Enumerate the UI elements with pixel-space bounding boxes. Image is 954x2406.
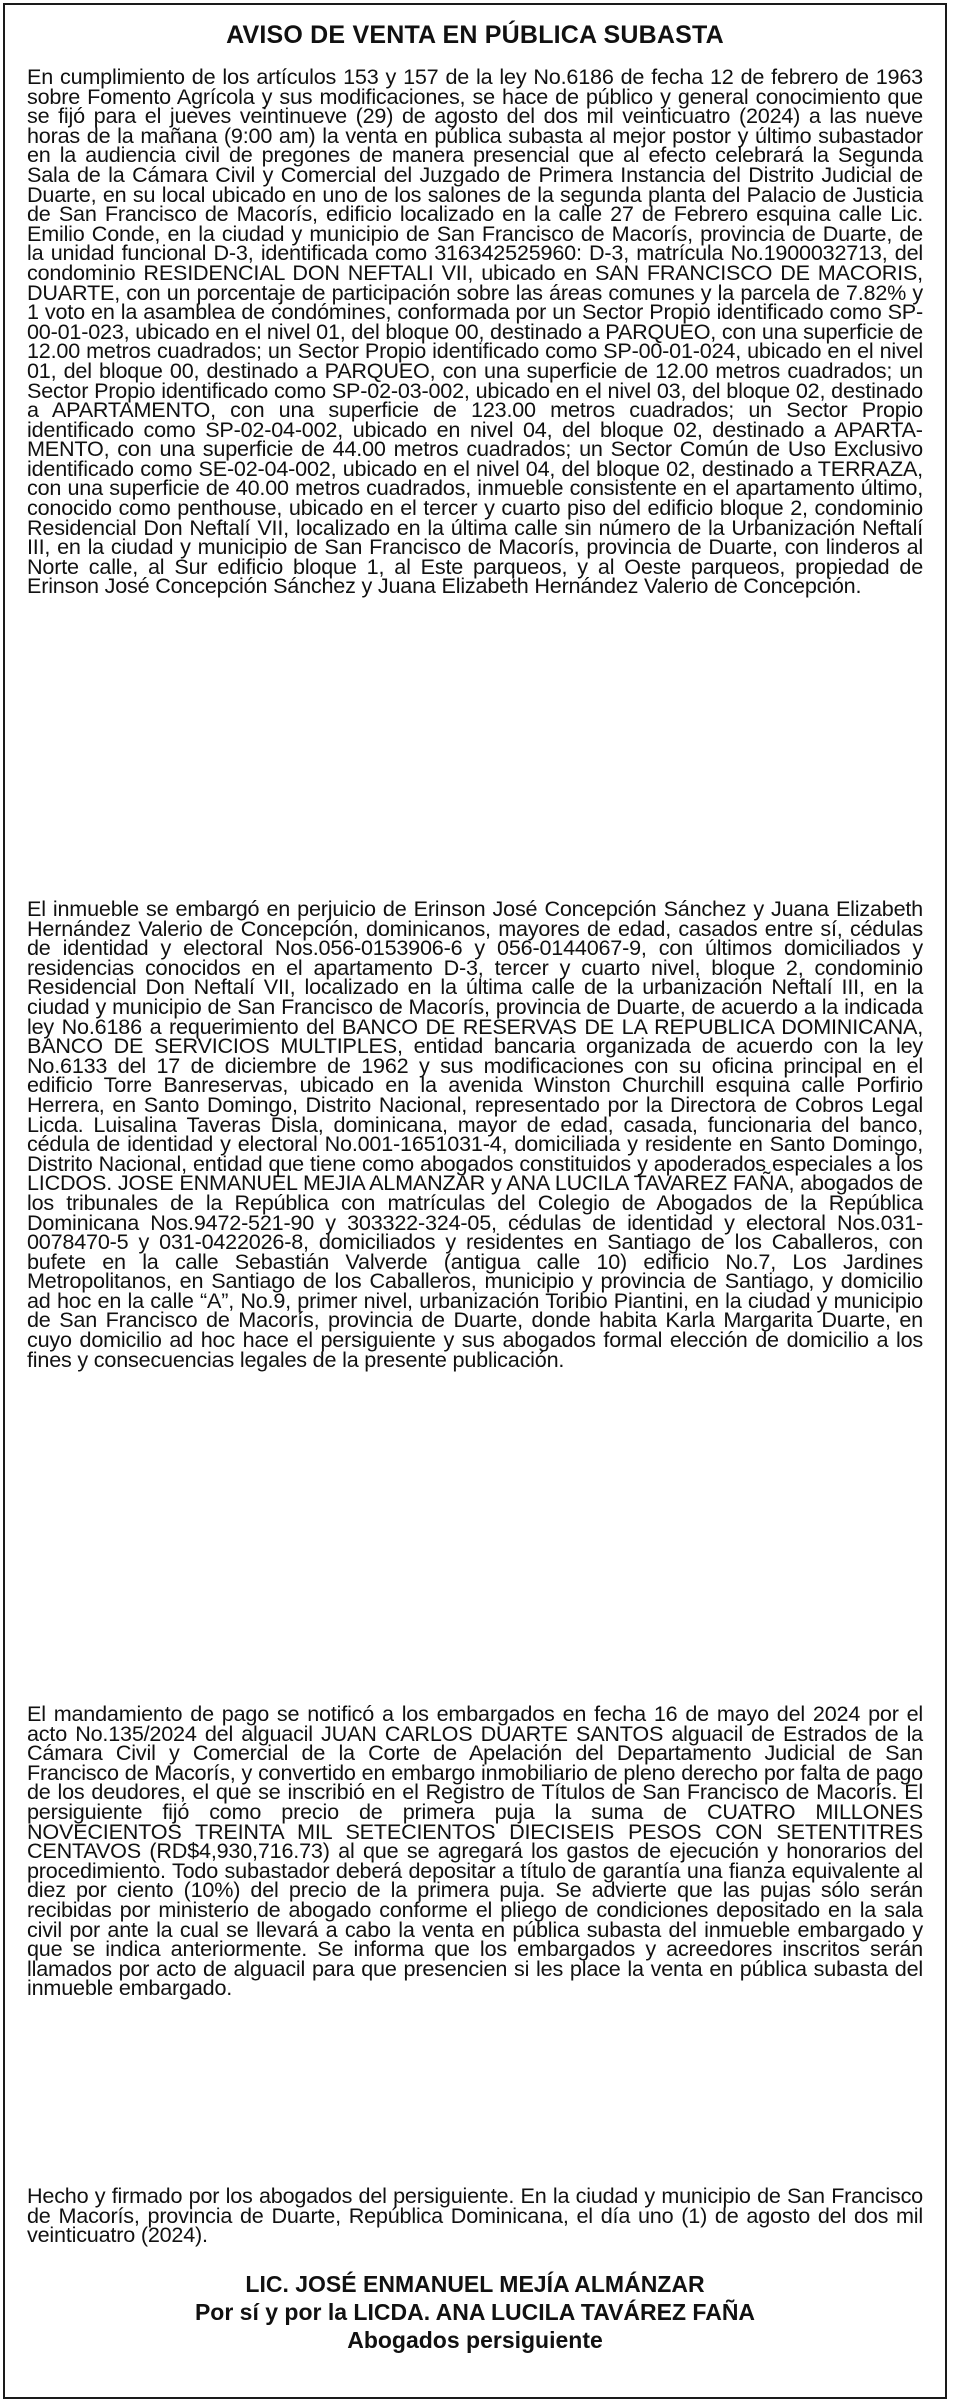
signature-role: Abogados persiguiente	[347, 2327, 603, 2353]
notice-paragraph-payment-order: El mandamiento de pago se notificó a los embargados en fecha 16 de mayo del 2024 por el acto No.135/2024 del alguacil JUAN CARLOS DUARTE SANTOS alguacil de Estrados de la Cámara Civil y Comercial de la Corte de Apelación del Departamento Judicial de San Francisco de Macorís, y convertido en embargo inmobiliario de pleno derecho por falta de pago de los deudores, el que se inscribió en el Registro de Títulos de San Francisco de Macorís. El persiguiente fijó como precio de primera puja la suma de CUATRO MILLONES NOVECIENTOS TREINTA MIL SETECIENTOS DIECISEIS PESOS CON SETENTITRES CENTAVOS (RD$4,930,716.73) al que se agregará los gastos de ejecución y honorarios del procedimiento. Todo subastador deberá depositar a título de garantía una fianza equivalente al diez por ciento (10%) del precio de la primera puja. Se advierte que las pujas sólo serán recibidas por ministerio de abogado conforme el pliego de condiciones depositado en la sala civil por ante la cual se llevará a cabo la venta en pública subasta del inmueble embargado y que se indica anteriormente. Se informa que los embargados y acreedores inscritos serán llamados por acto de alguacil para que presencien si les place la venta en pública subasta del inmueble embargado.	[27, 1701, 923, 2001]
notice-paragraph-sale-announcement: En cumplimiento de los artículos 153 y 157 de la ley No.6186 de fecha 12 de febrero de 1963 sobre Fomento Agrícola y sus modificaciones, se hace de público y general conocimiento que se fijó para el jueves veintinueve (29) de agosto del dos mil veinticuatro (2024) a las nueve horas de la mañana (9:00 am) la venta en pública subasta al mejor postor y último subastador en la audiencia civil de pregones de manera presencial que al efecto celebrará la Segunda Sala de la Cámara Civil y Comercial del Juzgado de Primera Instancia del Distrito Judicial de Duarte, en su local ubicado en uno de los salones de la segunda planta del Palacio de Justicia de San Francisco de Macorís, edificio localizado en la calle 27 de Febrero esquina calle Lic. Emilio Conde, en la ciudad y municipio de San Francisco de Macorís, provincia de Duarte, de la unidad funcional D-3, identificada como 316342525960: D-3, matrícula No.1900032713, del condominio RESIDENCIAL DON NEFTALI VII, ubicado en SAN FRANCISCO DE MACORIS, DUARTE, con un porcentaje de participación sobre las áreas comunes y la parcela de 7.82% y 1 voto en la asamblea de condómines, conformada por un Sector Propio identificado como SP-00-01-023, ubicado en el nivel 01, del bloque 00, destinado a PARQUEO, con una superficie de 12.00 metros cuadrados; un Sector Propio identificado como SP-00-01-024, ubicado en el nivel 01, del bloque 00, destinado a PARQUEO, con una superficie de 12.00 metros cuadrados; un Sector Propio identificado como SP-02-03-002, ubicado en el nivel 03, del bloque 02, destinado a APARTAMENTO, con una superficie de 123.00 metros cuadrados; un Sector Propio identificado como SP-02-04-002, ubicado en nivel 04, del bloque 02, destinado a APARTAMENTO, con una superficie de 44.00 metros cuadrados; un Sector Común de Uso Exclusivo identificado como SE-02-04-002, ubicado en el nivel 04, del bloque 02, destinado a TERRAZA, con una superficie de 40.00 metros cuadrados, inmueble consistente en el apartamento último, conocido como penthouse, ubicado en el tercer y cuarto piso del edificio bloque 2, condominio Residencial Don Neftalí VII, localizado en la última calle sin número de la Urbanización Neftalí III, en la ciudad y municipio de San Francisco de Macorís, provincia de Duarte, con linderos al Norte calle, al Sur edificio bloque 1, al Este parqueos, y al Oeste parqueos, propiedad de Erinson José Concepción Sánchez y Juana Elizabeth Hernández Valerio de Concepción.	[27, 64, 923, 599]
notice-paragraph-signing-statement: Hecho y firmado por los abogados del persiguiente. En la ciudad y municipio de San Francisco de Macorís, provincia de Duarte, República Dominicana, el día uno (1) de agosto del dos mil veinticuatro (2024).	[27, 2183, 923, 2248]
notice-frame	[3, 3, 947, 2399]
notice-title: AVISO DE VENTA EN PÚBLICA SUBASTA	[226, 21, 724, 49]
signature-name: LIC. JOSÉ ENMANUEL MEJÍA ALMÁNZAR	[245, 2271, 705, 2297]
notice-paragraph-seizure-details: El inmueble se embargó en perjuicio de Erinson José Concepción Sánchez y Juana Elizabeth Hernández Valerio de Concepción, dominicanos, mayores de edad, casados entre sí, cédulas de identidad y electoral Nos.056-0153906-6 y 056-0144067-9, con últimos domiciliados y residencias conocidos en el apartamento D-3, tercer y cuarto nivel, bloque 2, condominio Residencial Don Neftalí VII, localizado en la última calle de la urbanización Neftalí III, en la ciudad y municipio de San Francisco de Macorís, provincia de Duarte, de acuerdo a la indicada ley No.6186 a requerimiento del BANCO DE RESERVAS DE LA REPUBLICA DOMINICANA, BANCO DE SERVICIOS MULTIPLES, entidad bancaria organizada de acuerdo con la ley No.6133 del 17 de diciembre de 1962 y sus modificaciones con su oficina principal en el edificio Torre Banreservas, ubicado en la avenida Winston Churchill esquina calle Porfirio Herrera, en Santo Domingo, Distrito Nacional, representado por la Directora de Cobros Legal Licda. Luisalina Taveras Disla, dominicana, mayor de edad, casada, funcionaria del banco, cédula de identidad y electoral No.001-1651031-4, domiciliada y residente en Santo Domingo, Distrito Nacional, entidad que tiene como abogados constituidos y apoderados especiales a los LICDOS. JOSE ENMANUEL MEJIA ALMANZAR y ANA LUCILA TAVAREZ FAÑA, abogados de los tribunales de la República con matrículas del Colegio de Abogados de la República Dominicana Nos.9472-521-90 y 303322-324-05, cédulas de identidad y electoral Nos.031-0078470-5 y 031-0422026-8, domiciliados y residentes en Santiago de los Caballeros, con bufete en la calle Sebastián Valverde (antigua calle 10) edificio No.7, Los Jardines Metropolitanos, en Santiago de los Caballeros, municipio y provincia de Santiago, y domicilio ad hoc en la calle “A”, No.9, primer nivel, urbanización Toribio Piantini, en la ciudad y municipio de San Francisco de Macorís, provincia de Duarte, donde habita Karla Margarita Duarte, en cuyo domicilio ad hoc hace el persiguiente y sus abogados formal elección de domicilio a los fines y consecuencias legales de la presente publicación.	[27, 896, 923, 1372]
signature-co-signer: Por sí y por la LICDA. ANA LUCILA TAVÁREZ FAÑA	[194, 2299, 756, 2325]
